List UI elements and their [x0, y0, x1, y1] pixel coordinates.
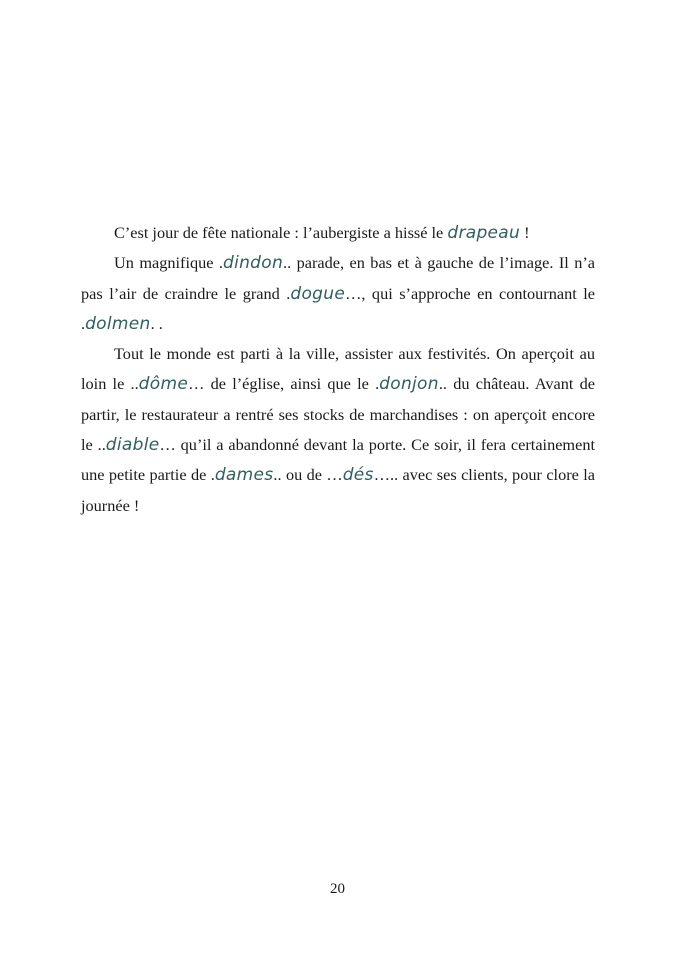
handwritten-answer-dames: dames: [214, 465, 274, 486]
page-number: 20: [330, 881, 345, 897]
body-text: [81, 218, 595, 521]
text-segment: Un magnifique .: [114, 253, 223, 273]
text-segment: !: [520, 223, 530, 242]
text-segment: …, qui s’approche en contournant le .: [81, 283, 595, 333]
paragraph-3: [81, 339, 595, 521]
text-segment: .. parade, en bas et à gauche de l’image. Il n’a pas l’air de craindre le grand .: [81, 253, 595, 303]
text-segment: ….. avec ses clients, pour clore la journée !: [81, 465, 596, 515]
text-segment: .. ou de …: [273, 465, 343, 485]
handwritten-answer-diable: diable: [105, 435, 160, 456]
text-segment: … qu’il a abandonné devant la porte. Ce soir, il fera certainement une petite partie de .: [81, 435, 595, 485]
text-segment: . .: [150, 313, 163, 333]
handwritten-answer-dome: dôme: [138, 374, 189, 395]
handwritten-answer-drapeau: drapeau: [447, 223, 521, 243]
paragraph-2: [81, 248, 595, 339]
text-segment: .. du château. Avant de partir, le restaurateur a rentré ses stocks de marchandises : on aperçoit encore le ..: [81, 374, 595, 455]
handwritten-answer-dolmen: dolmen: [85, 313, 151, 334]
handwritten-answer-donjon: donjon: [379, 374, 439, 395]
handwritten-answer-dindon: dindon: [222, 253, 284, 274]
text-segment: C’est jour de fête nationale : l’aubergiste a hissé le: [114, 223, 448, 242]
text-segment: … de l’église, ainsi que le .: [188, 374, 380, 394]
paragraph-1: [81, 218, 595, 248]
handwritten-answer-des: dés: [342, 465, 374, 486]
handwritten-answer-dogue: dogue: [290, 283, 346, 304]
text-segment: Tout le monde est parti à la ville, assister aux festivités. On aperçoit au loin le ..: [81, 344, 595, 394]
